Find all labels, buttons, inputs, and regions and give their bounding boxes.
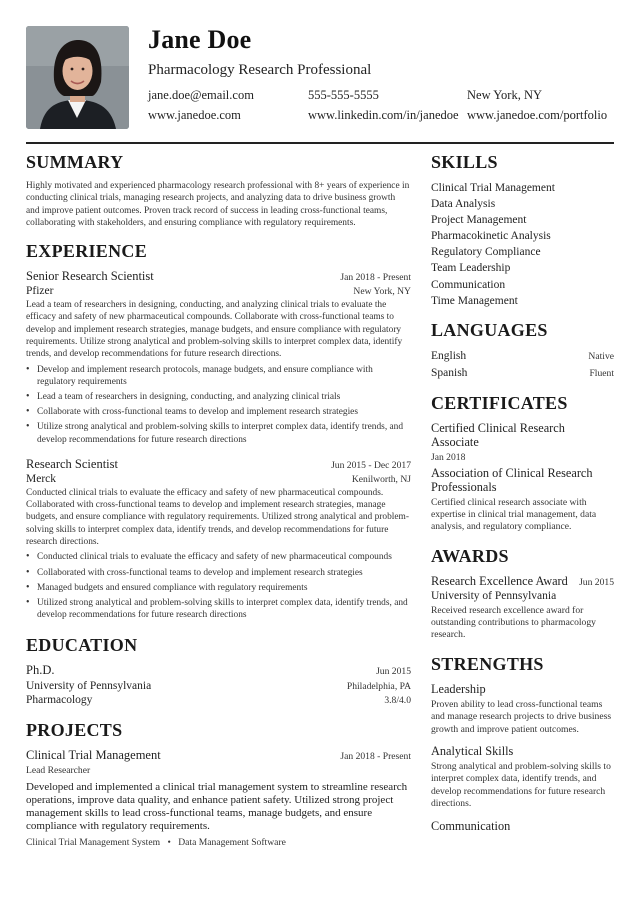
education-location: Philadelphia, PA — [346, 681, 411, 693]
education-section — [26, 635, 411, 706]
strength-description: Strong analytical and problem-solving skills to interpret complex data, identify trends, and develop recommendations for future research directions. — [431, 761, 611, 809]
candidate-title: Pharmacology Research Professional — [148, 62, 372, 78]
project-tag: Clinical Trial Management System — [26, 836, 161, 848]
website-link[interactable]: www.janedoe.com — [148, 108, 241, 122]
certificates-section — [431, 393, 614, 534]
award-name: Research Excellence Award — [431, 573, 568, 588]
project-tags — [26, 837, 411, 849]
job-dates: Jan 2018 - Present — [340, 272, 411, 284]
strength-name: Communication — [431, 819, 511, 834]
awards-heading: AWARDS — [431, 545, 509, 566]
project-description: Developed and implemented a clinical trial management system to streamline research operations, improve data quality, and enhance patient safety. Utilized strong project management skills to lead cross-functional teams, manage budgets, and ensure compliance with regulatory requirements. — [26, 780, 408, 832]
bullet-item: • Utilize strong analytical and problem-solving skills to interpret complex data, identify trends, and develop recommendations for future research directions — [26, 421, 411, 445]
skill-item: Pharmacokinetic Analysis — [431, 230, 551, 243]
skill-item: Project Management — [431, 214, 527, 227]
language-level: Native — [588, 350, 614, 362]
summary-heading: SUMMARY — [26, 152, 124, 172]
education-degree: Ph.D. — [26, 663, 55, 678]
project-dates: Jan 2018 - Present — [340, 751, 411, 763]
languages-section — [431, 320, 614, 382]
strength-name: Leadership — [431, 681, 486, 696]
education-gpa: 3.8/4.0 — [384, 695, 411, 707]
strengths-heading: STRENGTHS — [431, 653, 544, 674]
job-entry — [26, 269, 411, 446]
certificate-description: Certified clinical research associate with expertise in clinical trial management, data analysis, and regulatory compliance. — [431, 496, 597, 533]
job-company: Merck — [26, 472, 57, 485]
main-column — [26, 152, 411, 849]
language-level: Fluent — [589, 367, 614, 379]
languages-heading: LANGUAGES — [431, 319, 548, 340]
phone-number[interactable]: 555-555-5555 — [308, 88, 379, 102]
projects-heading: PROJECTS — [26, 720, 123, 741]
email-link[interactable]: jane.doe@email.com — [148, 88, 254, 102]
job-bullets — [26, 364, 411, 446]
language-name: English — [431, 349, 467, 362]
project-role: Lead Researcher — [26, 765, 91, 777]
education-heading: EDUCATION — [26, 635, 138, 656]
location-text: New York, NY — [467, 88, 543, 102]
certificate-name: Certified Clinical Research Associate — [431, 420, 565, 450]
portfolio-link[interactable]: www.janedoe.com/portfolio — [467, 108, 608, 122]
job-entry — [26, 457, 411, 622]
profile-photo — [26, 26, 129, 129]
job-dates: Jun 2015 - Dec 2017 — [331, 459, 411, 471]
job-title: Senior Research Scientist — [26, 269, 154, 284]
award-description: Received research excellence award for outstanding contributions to pharmacology research. — [431, 605, 596, 641]
skill-item: Time Management — [431, 294, 518, 307]
bullet-item: • Collaborated with cross-functional teams to develop and implement research strategies — [26, 567, 411, 579]
skill-item: Data Analysis — [431, 198, 496, 211]
bullet-item: • Utilized strong analytical and problem-solving skills to interpret complex data, identify trends, and develop recommendations for future research directions — [26, 597, 411, 621]
bullet-item: • Conducted clinical trials to evaluate the efficacy and safety of new pharmaceutical compounds — [26, 551, 411, 563]
job-location: Kenilworth, NJ — [351, 473, 411, 485]
tag-separator: • — [167, 836, 171, 848]
header-divider — [26, 142, 614, 144]
certificates-heading: CERTIFICATES — [431, 392, 568, 413]
strength-name: Analytical Skills — [431, 743, 514, 758]
skill-item: Communication — [431, 278, 506, 291]
strengths-section — [431, 654, 614, 834]
summary-section — [26, 152, 411, 229]
bullet-item: • Managed budgets and ensured compliance with regulatory requirements — [26, 582, 411, 594]
projects-section — [26, 720, 411, 848]
skill-item: Clinical Trial Management — [431, 182, 555, 194]
award-org: University of Pennsylvania — [431, 590, 557, 603]
job-bullets — [26, 551, 411, 621]
candidate-name: Jane Doe — [148, 25, 252, 54]
linkedin-link[interactable]: www.linkedin.com/in/janedoe — [308, 108, 459, 122]
award-date: Jun 2015 — [579, 576, 614, 588]
bullet-item: • Collaborate with cross-functional teams to develop and implement research strategies — [26, 406, 411, 418]
education-field: Pharmacology — [26, 694, 93, 707]
job-title: Research Scientist — [26, 456, 118, 471]
strength-description: Proven ability to lead cross-functional teams and manage research projects to drive business growth and improve patient outcomes. — [431, 699, 612, 735]
bullet-item: • Lead a team of researchers in designing, conducting, and analyzing clinical trials — [26, 391, 411, 403]
language-name: Spanish — [431, 366, 468, 379]
skills-section — [431, 152, 614, 309]
side-column — [431, 152, 614, 834]
certificate-name: Association of Clinical Research Professionals — [431, 465, 593, 495]
awards-section — [431, 546, 614, 642]
education-school: University of Pennsylvania — [26, 680, 152, 693]
bullet-item: • Develop and implement research protocols, manage budgets, and ensure compliance with regulatory requirements — [26, 364, 411, 388]
education-date: Jun 2015 — [376, 666, 411, 678]
job-company: Pfizer — [26, 285, 54, 298]
skills-heading: SKILLS — [431, 152, 498, 172]
experience-heading: EXPERIENCE — [26, 241, 148, 262]
job-description: Lead a team of researchers in designing, conducting, and analyzing clinical trials to evaluate the efficacy and safety of new pharmaceutical compounds. Collaborate with cross-functional teams to develop and implement research strategies, manage budgets, and ensure compliance with regulatory requirements. Utilize strong analytical and problem-solving skills to interpret complex data, identify trends, and develop recommendations for future research directions. — [26, 300, 403, 360]
project-name: Clinical Trial Management — [26, 748, 161, 763]
job-description: Conducted clinical trials to evaluate the efficacy and safety of new pharmaceutical compounds. Collaborated with cross-functional teams to develop and implement research strategies, manage budgets, and ensure compliance with regulatory requirements. Utilized strong analytical and problem-solving skills to interpret complex data, identify trends, and develop recommendations for future research directions. — [26, 487, 409, 548]
project-tag: Data Management Software — [178, 836, 286, 848]
summary-text: Highly motivated and experienced pharmacology research professional with 8+ years of experience in conducting clinical trials, managing research projects, and analyzing data to drive business growth and improve patient outcomes. Proven track record of success in leading cross-functional teams, collaborating with stakeholders, and ensuring compliance with regulatory requirements. — [26, 181, 410, 228]
skill-item: Regulatory Compliance — [431, 246, 541, 259]
certificate-date: Jan 2018 — [431, 451, 466, 463]
experience-section — [26, 241, 411, 621]
skill-item: Team Leadership — [431, 262, 511, 275]
job-location: New York, NY — [353, 286, 411, 298]
